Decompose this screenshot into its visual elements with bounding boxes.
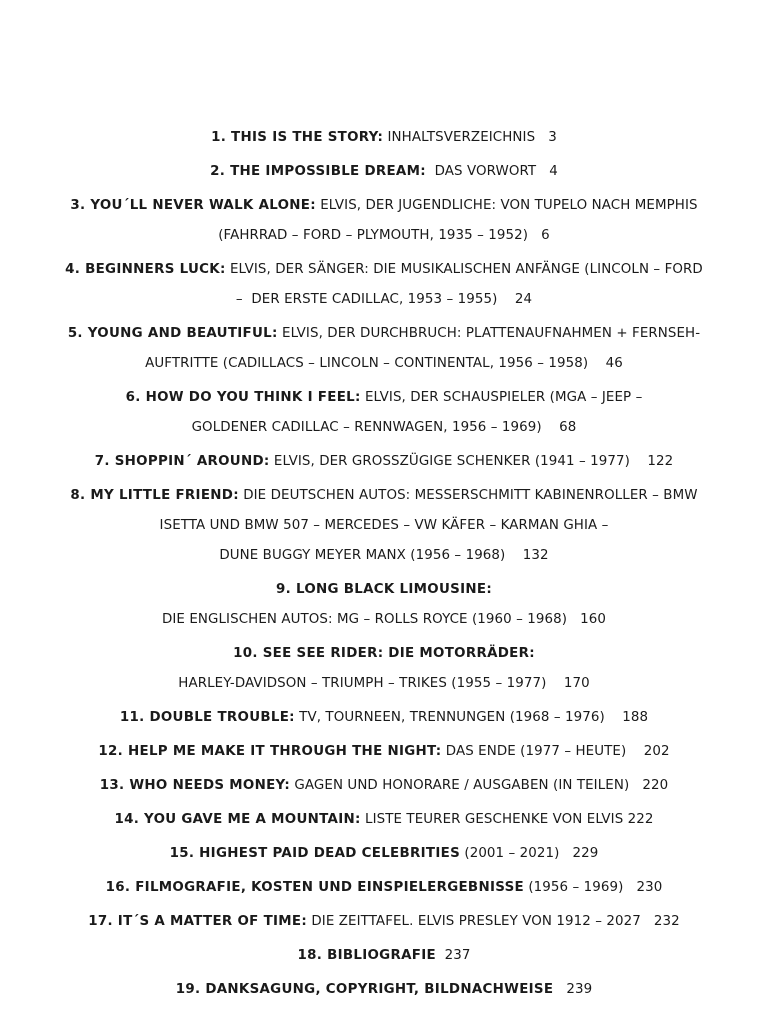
toc-entry-line — [40, 644, 728, 664]
toc-entry — [0, 810, 768, 830]
toc-entry-line — [40, 674, 728, 694]
toc-entry-line — [40, 290, 728, 310]
toc-entry-line — [40, 708, 728, 728]
toc-entry-description: INHALTSVERZEICHNIS 3 — [383, 130, 557, 145]
toc-entry-description: (1956 – 1969) 230 — [523, 880, 663, 895]
toc-entry — [0, 452, 768, 472]
toc-entry-line — [40, 546, 728, 566]
toc-entry-line — [40, 388, 728, 408]
toc-entry-line — [40, 452, 728, 472]
toc-entry-line — [40, 418, 728, 438]
toc-entry — [0, 742, 768, 762]
toc-entry-description: DIE ZEITTAFEL. ELVIS PRESLEY VON 1912 – 2027 232 — [307, 914, 680, 929]
toc-entry-description: – DER ERSTE CADILLAC, 1953 – 1955) 24 — [235, 292, 533, 307]
toc-entry-line — [40, 324, 728, 344]
toc-entry-description: ELVIS, DER DURCHBRUCH: PLATTENAUFNAHMEN + FERNSEH- — [277, 326, 701, 341]
toc-entry-line — [40, 912, 728, 932]
toc-entry-line — [40, 260, 728, 280]
toc-entry — [0, 486, 768, 566]
toc-entry — [0, 912, 768, 932]
toc-entry-heading: 16. FILMOGRAFIE, KOSTEN UND EINSPIELERGEBNISSE — [105, 880, 524, 895]
toc-entry-line — [40, 162, 728, 182]
toc-entry-heading: 10. SEE SEE RIDER: DIE MOTORRÄDER: — [233, 646, 535, 661]
toc-entry — [0, 644, 768, 694]
toc-entry — [0, 844, 768, 864]
toc-entry-heading: 18. BIBLIOGRAFIE — [297, 948, 436, 963]
toc-entry-description: DIE ENGLISCHEN AUTOS: MG – ROLLS ROYCE (1960 – 1968) 160 — [161, 612, 607, 627]
toc-entry-line — [40, 878, 728, 898]
toc-entry-description: ELVIS, DER SÄNGER: DIE MUSIKALISCHEN ANFÄNGE (LINCOLN – FORD — [225, 262, 703, 277]
toc-entry-line — [40, 980, 728, 1000]
toc-entry-heading: 5. YOUNG AND BEAUTIFUL: — [67, 326, 278, 341]
toc-entry-heading: 17. IT´S A MATTER OF TIME: — [88, 914, 308, 929]
toc-entry-heading: 19. DANKSAGUNG, COPYRIGHT, BILDNACHWEISE — [175, 982, 554, 997]
toc-entry-heading: 4. BEGINNERS LUCK: — [65, 262, 226, 277]
toc-entry-description: LISTE TEURER GESCHENKE VON ELVIS 222 — [360, 812, 654, 827]
toc-entry-line — [40, 610, 728, 630]
toc-entry — [0, 324, 768, 374]
toc-entry — [0, 260, 768, 310]
toc-entry-heading: 11. DOUBLE TROUBLE: — [119, 710, 295, 725]
toc-entry-heading: 2. THE IMPOSSIBLE DREAM: — [210, 164, 426, 179]
toc-entry-line — [40, 776, 728, 796]
toc-entry-description: 237 — [435, 948, 471, 963]
toc-entry-heading: 8. MY LITTLE FRIEND: — [70, 488, 239, 503]
toc-entry-description: 239 — [553, 982, 593, 997]
toc-entry-description: GAGEN UND HONORARE / AUSGABEN (IN TEILEN) 220 — [290, 778, 669, 793]
toc-entry-description: ISETTA UND BMW 507 – MERCEDES – VW KÄFER – KARMAN GHIA – — [159, 518, 609, 533]
toc-entry-description: TV, TOURNEEN, TRENNUNGEN (1968 – 1976) 188 — [294, 710, 649, 725]
toc-entry — [0, 708, 768, 728]
toc-entry — [0, 388, 768, 438]
toc-entry-line — [40, 486, 728, 506]
toc-entry — [0, 776, 768, 796]
toc-entry-line — [40, 844, 728, 864]
toc-entry — [0, 580, 768, 630]
toc-entry — [0, 162, 768, 182]
toc-entry — [0, 128, 768, 148]
toc-entry-line — [40, 742, 728, 762]
toc-entry-description: DAS ENDE (1977 – HEUTE) 202 — [441, 744, 670, 759]
toc-entry-description: DUNE BUGGY MEYER MANX (1956 – 1968) 132 — [219, 548, 549, 563]
toc-entry-heading: 15. HIGHEST PAID DEAD CELEBRITIES — [169, 846, 461, 861]
toc-entry-line — [40, 354, 728, 374]
toc-entry — [0, 878, 768, 898]
table-of-contents — [0, 128, 768, 1014]
toc-entry-heading: 1. THIS IS THE STORY: — [211, 130, 384, 145]
toc-entry-description: GOLDENER CADILLAC – RENNWAGEN, 1956 – 1969) 68 — [191, 420, 577, 435]
toc-entry-description: AUFTRITTE (CADILLACS – LINCOLN – CONTINENTAL, 1956 – 1958) 46 — [145, 356, 623, 371]
toc-entry-description: ELVIS, DER SCHAUSPIELER (MGA – JEEP – — [360, 390, 643, 405]
toc-entry-heading: 13. WHO NEEDS MONEY: — [99, 778, 291, 793]
toc-entry-line — [40, 128, 728, 148]
toc-entry-heading: 3. YOU´LL NEVER WALK ALONE: — [70, 198, 316, 213]
toc-entry-heading: 14. YOU GAVE ME A MOUNTAIN: — [114, 812, 361, 827]
toc-entry-description: DAS VORWORT 4 — [425, 164, 558, 179]
toc-entry-description: ELVIS, DER GROSSZÜGIGE SCHENKER (1941 – 1977) 122 — [269, 454, 674, 469]
toc-entry-line — [40, 516, 728, 536]
toc-entry-line — [40, 810, 728, 830]
toc-entry-line — [40, 946, 728, 966]
toc-entry — [0, 980, 768, 1000]
toc-entry-description: (FAHRRAD – FORD – PLYMOUTH, 1935 – 1952) 6 — [218, 228, 550, 243]
toc-entry-description: ELVIS, DER JUGENDLICHE: VON TUPELO NACH MEMPHIS — [315, 198, 698, 213]
toc-entry — [0, 946, 768, 966]
toc-entry-description: DIE DEUTSCHEN AUTOS: MESSERSCHMITT KABINENROLLER – BMW — [238, 488, 698, 503]
toc-entry-heading: 6. HOW DO YOU THINK I FEEL: — [125, 390, 361, 405]
toc-entry-line — [40, 580, 728, 600]
toc-entry-heading: 7. SHOPPIN´ AROUND: — [94, 454, 270, 469]
toc-entry — [0, 196, 768, 246]
toc-entry-heading: 9. LONG BLACK LIMOUSINE: — [276, 582, 492, 597]
toc-entry-description: (2001 – 2021) 229 — [460, 846, 599, 861]
toc-entry-heading: 12. HELP ME MAKE IT THROUGH THE NIGHT: — [98, 744, 442, 759]
toc-entry-description: HARLEY-DAVIDSON – TRIUMPH – TRIKES (1955 – 1977) 170 — [178, 676, 590, 691]
toc-entry-line — [40, 196, 728, 216]
toc-entry-line — [40, 226, 728, 246]
